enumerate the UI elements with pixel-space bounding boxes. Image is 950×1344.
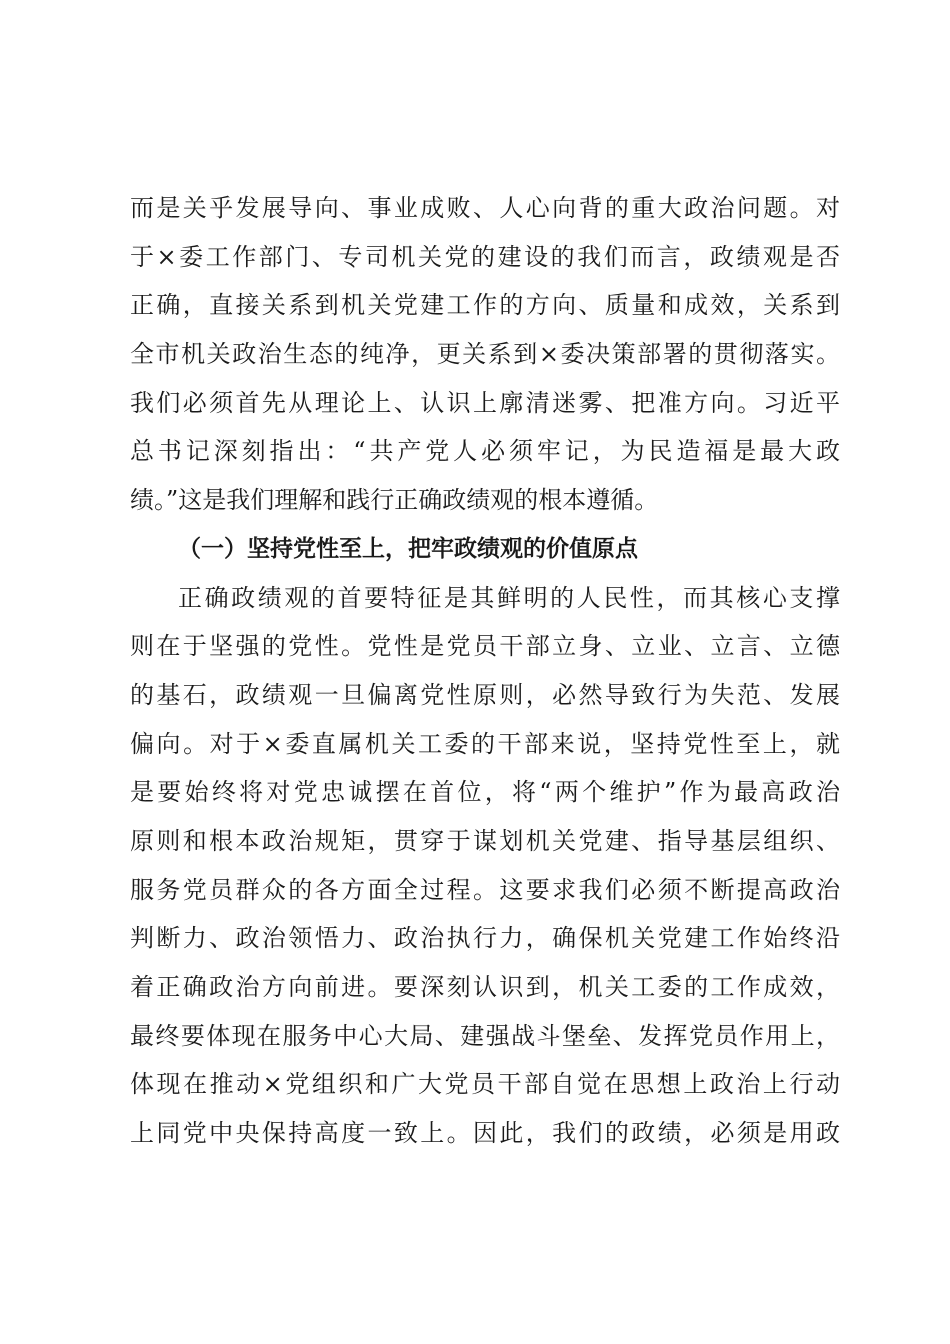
paragraph-line: 全市机关政治生态的纯净，更关系到×委决策部署的贯彻落实。	[130, 340, 840, 369]
paragraph-line: 正确政绩观的首要特征是其鲜明的人民性，而其核心支撑	[178, 583, 840, 612]
paragraph-line: 绩。”这是我们理解和践行正确政绩观的根本遵循。	[130, 486, 659, 515]
paragraph-line: 而是关乎发展导向、事业成败、人心向背的重大政治问题。对	[130, 194, 840, 222]
paragraph-line: 的基石，政绩观一旦偏离党性原则，必然导致行为失范、发展	[130, 680, 840, 709]
paragraph-line: 原则和根本政治规矩，贯穿于谋划机关党建、指导基层组织、	[130, 826, 840, 855]
paragraph-line: 我们必须首先从理论上、认识上廓清迷雾、把准方向。习近平	[130, 388, 840, 417]
document-body	[130, 184, 840, 1158]
paragraph-line: 服务党员群众的各方面全过程。这要求我们必须不断提高政治	[130, 875, 840, 904]
paragraph-2	[130, 574, 840, 1158]
paragraph-line: 正确，直接关系到机关党建工作的方向、质量和成效，关系到	[130, 291, 840, 320]
paragraph-line: 判断力、政治领悟力、政治执行力，确保机关党建工作始终沿	[130, 924, 840, 953]
paragraph-line: 偏向。对于×委直属机关工委的干部来说，坚持党性至上，就	[130, 729, 840, 758]
paragraph-line: 上同党中央保持高度一致上。因此，我们的政绩，必须是用政	[130, 1119, 840, 1148]
section-heading: （一）坚持党性至上，把牢政绩观的价值原点	[178, 535, 638, 562]
paragraph-line: 则在于坚强的党性。党性是党员干部立身、立业、立言、立德	[130, 632, 840, 661]
paragraph-line: 着正确政治方向前进。要深刻认识到，机关工委的工作成效，	[130, 973, 840, 1001]
paragraph-line: 最终要体现在服务中心大局、建强战斗堡垒、发挥党员作用上，	[130, 1021, 840, 1050]
paragraph-line: 于×委工作部门、专司机关党的建设的我们而言，政绩观是否	[130, 242, 840, 271]
paragraph-line: 体现在推动×党组织和广大党员干部自觉在思想上政治上行动	[130, 1070, 840, 1099]
paragraph-line: 是要始终将对党忠诚摆在首位，将“两个维护”作为最高政治	[130, 778, 840, 807]
paragraph-line: 总书记深刻指出：“共产党人必须牢记，为民造福是最大政	[130, 437, 840, 466]
paragraph-1	[130, 184, 840, 525]
